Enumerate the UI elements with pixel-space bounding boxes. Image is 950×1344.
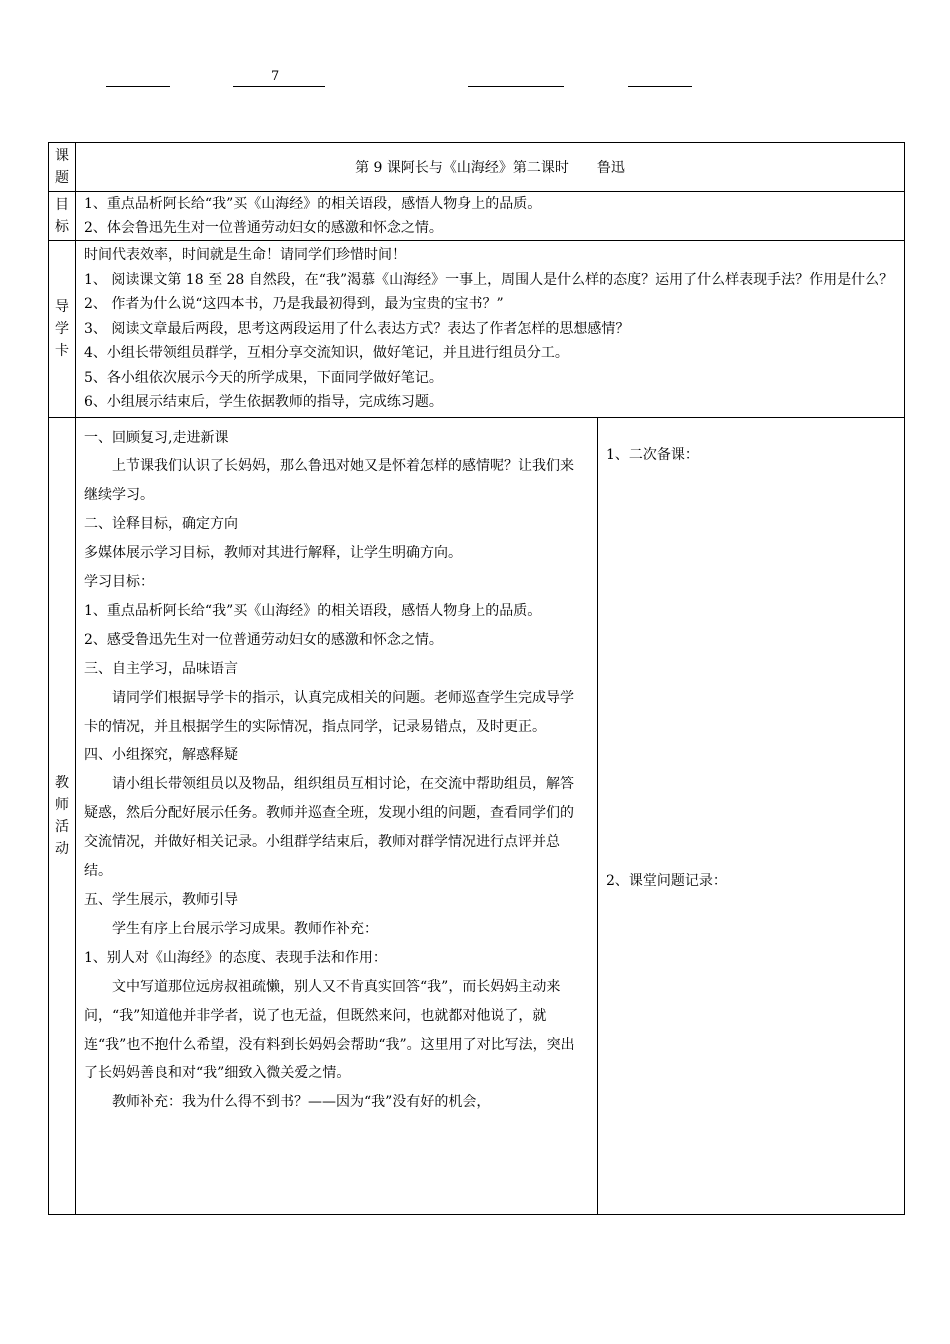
paragraph: 2、感受鲁迅先生对一位普通劳动妇女的感激和怀念之情。 [84, 631, 443, 648]
goal-item: 1、重点品析阿长给“我”买《山海经》的相关语段，感悟人物身上的品质。 [84, 196, 542, 212]
section-heading: 一、回顾复习,走进新课 [84, 429, 229, 446]
paragraph: 上节课我们认识了长妈妈，那么鲁迅对她又是怀着怎样的感情呢？让我们来继续学习。 [84, 458, 574, 504]
header-blank-1 [106, 70, 170, 87]
note-prep: 1、二次备课： [606, 446, 699, 463]
activity-content [76, 417, 598, 1214]
guide-item: 6、小组展示结束后，学生依据教师的指导，完成练习题。 [84, 394, 443, 410]
goals-label: 目 标 [49, 192, 76, 241]
guide-item: 3、 阅读文章最后两段，思考这两段运用了什么表达方式？表达了作者怎样的思想感情？ [84, 320, 630, 337]
header-blank-4 [628, 70, 692, 87]
paragraph: 1、别人对《山海经》的态度、表现手法和作用： [84, 949, 387, 966]
activity-row [49, 417, 905, 1214]
guide-intro: 时间代表效率，时间就是生命！请同学们珍惜时间！ [84, 247, 406, 263]
section-heading: 三、自主学习，品味语言 [84, 660, 238, 677]
guide-row [49, 241, 905, 418]
paragraph: 1、重点品析阿长给“我”买《山海经》的相关语段，感悟人物身上的品质。 [84, 602, 542, 619]
header-blank-2 [233, 70, 325, 87]
lesson-plan-table [48, 142, 905, 1215]
paragraph: 文中写道那位远房叔祖疏懒，别人又不肯真实回答“我”，而长妈妈主动来问，“我”知道他并非学者，说了也无益，但既然来问，也就都对他说了，就连“我”也不抱什么希望，没有料到长妈妈会帮助“我”。这里用了对比写法，突出了长妈妈善良和对“我”细致入微关爱之情。 [84, 978, 575, 1082]
paragraph: 学生有序上台展示学习成果。教师作补充： [112, 920, 378, 937]
goals-row [49, 192, 905, 241]
title-label: 课 题 [49, 143, 76, 192]
section-heading: 五、学生展示，教师引导 [84, 892, 238, 908]
paragraph: 学习目标： [84, 574, 154, 591]
title-row [49, 143, 905, 192]
paragraph: 请小组长带领组员以及物品，组织组员互相讨论，在交流中帮助组员，解答疑惑，然后分配好展示任务。教师并巡查全班，发现小组的问题，查看同学们的交流情况，并做好相关记录。小组群学结束后，教师对群学情况进行点评并总结。 [84, 776, 574, 880]
notes-column [598, 417, 905, 1214]
activity-label: 教 师 活 动 [49, 417, 76, 1214]
guide-content [76, 241, 905, 418]
guide-label: 导 学 卡 [49, 241, 76, 418]
goal-item: 2、体会鲁迅先生对一位普通劳动妇女的感激和怀念之情。 [84, 220, 443, 236]
goals-content [76, 192, 905, 241]
paragraph: 多媒体展示学习目标，教师对其进行解释，让学生明确方向。 [84, 545, 462, 562]
note-problems: 2、课堂问题记录： [606, 872, 727, 889]
guide-item: 2、 作者为什么说“这四本书，乃是我最初得到，最为宝贵的宝书？” [84, 296, 504, 312]
section-heading: 四、小组探究，解惑释疑 [84, 747, 238, 764]
header-blank-3 [468, 70, 564, 87]
lesson-title: 第 9 课阿长与《山海经》第二课时 鲁迅 [76, 143, 905, 192]
paragraph: 请同学们根据导学卡的指示，认真完成相关的问题。老师巡查学生完成导学卡的情况，并且根据学生的实际情况，指点同学，记录易错点，及时更正。 [84, 689, 574, 735]
section-heading: 二、诠释目标，确定方向 [84, 516, 238, 533]
header-blank-2-text: 7 [271, 69, 280, 84]
guide-item: 4、小组长带领组员群学，互相分享交流知识，做好笔记，并且进行组员分工。 [84, 345, 569, 361]
guide-item: 1、 阅读课文第 18 至 28 自然段，在“我”渴慕《山海经》一事上，周围人是什么样的态度？运用了什么样表现手法？作用是什么？ [84, 271, 894, 288]
guide-item: 5、各小组依次展示今天的所学成果，下面同学做好笔记。 [84, 369, 443, 386]
paragraph: 教师补充：我为什么得不到书？——因为“我”没有好的机会， [112, 1094, 491, 1111]
